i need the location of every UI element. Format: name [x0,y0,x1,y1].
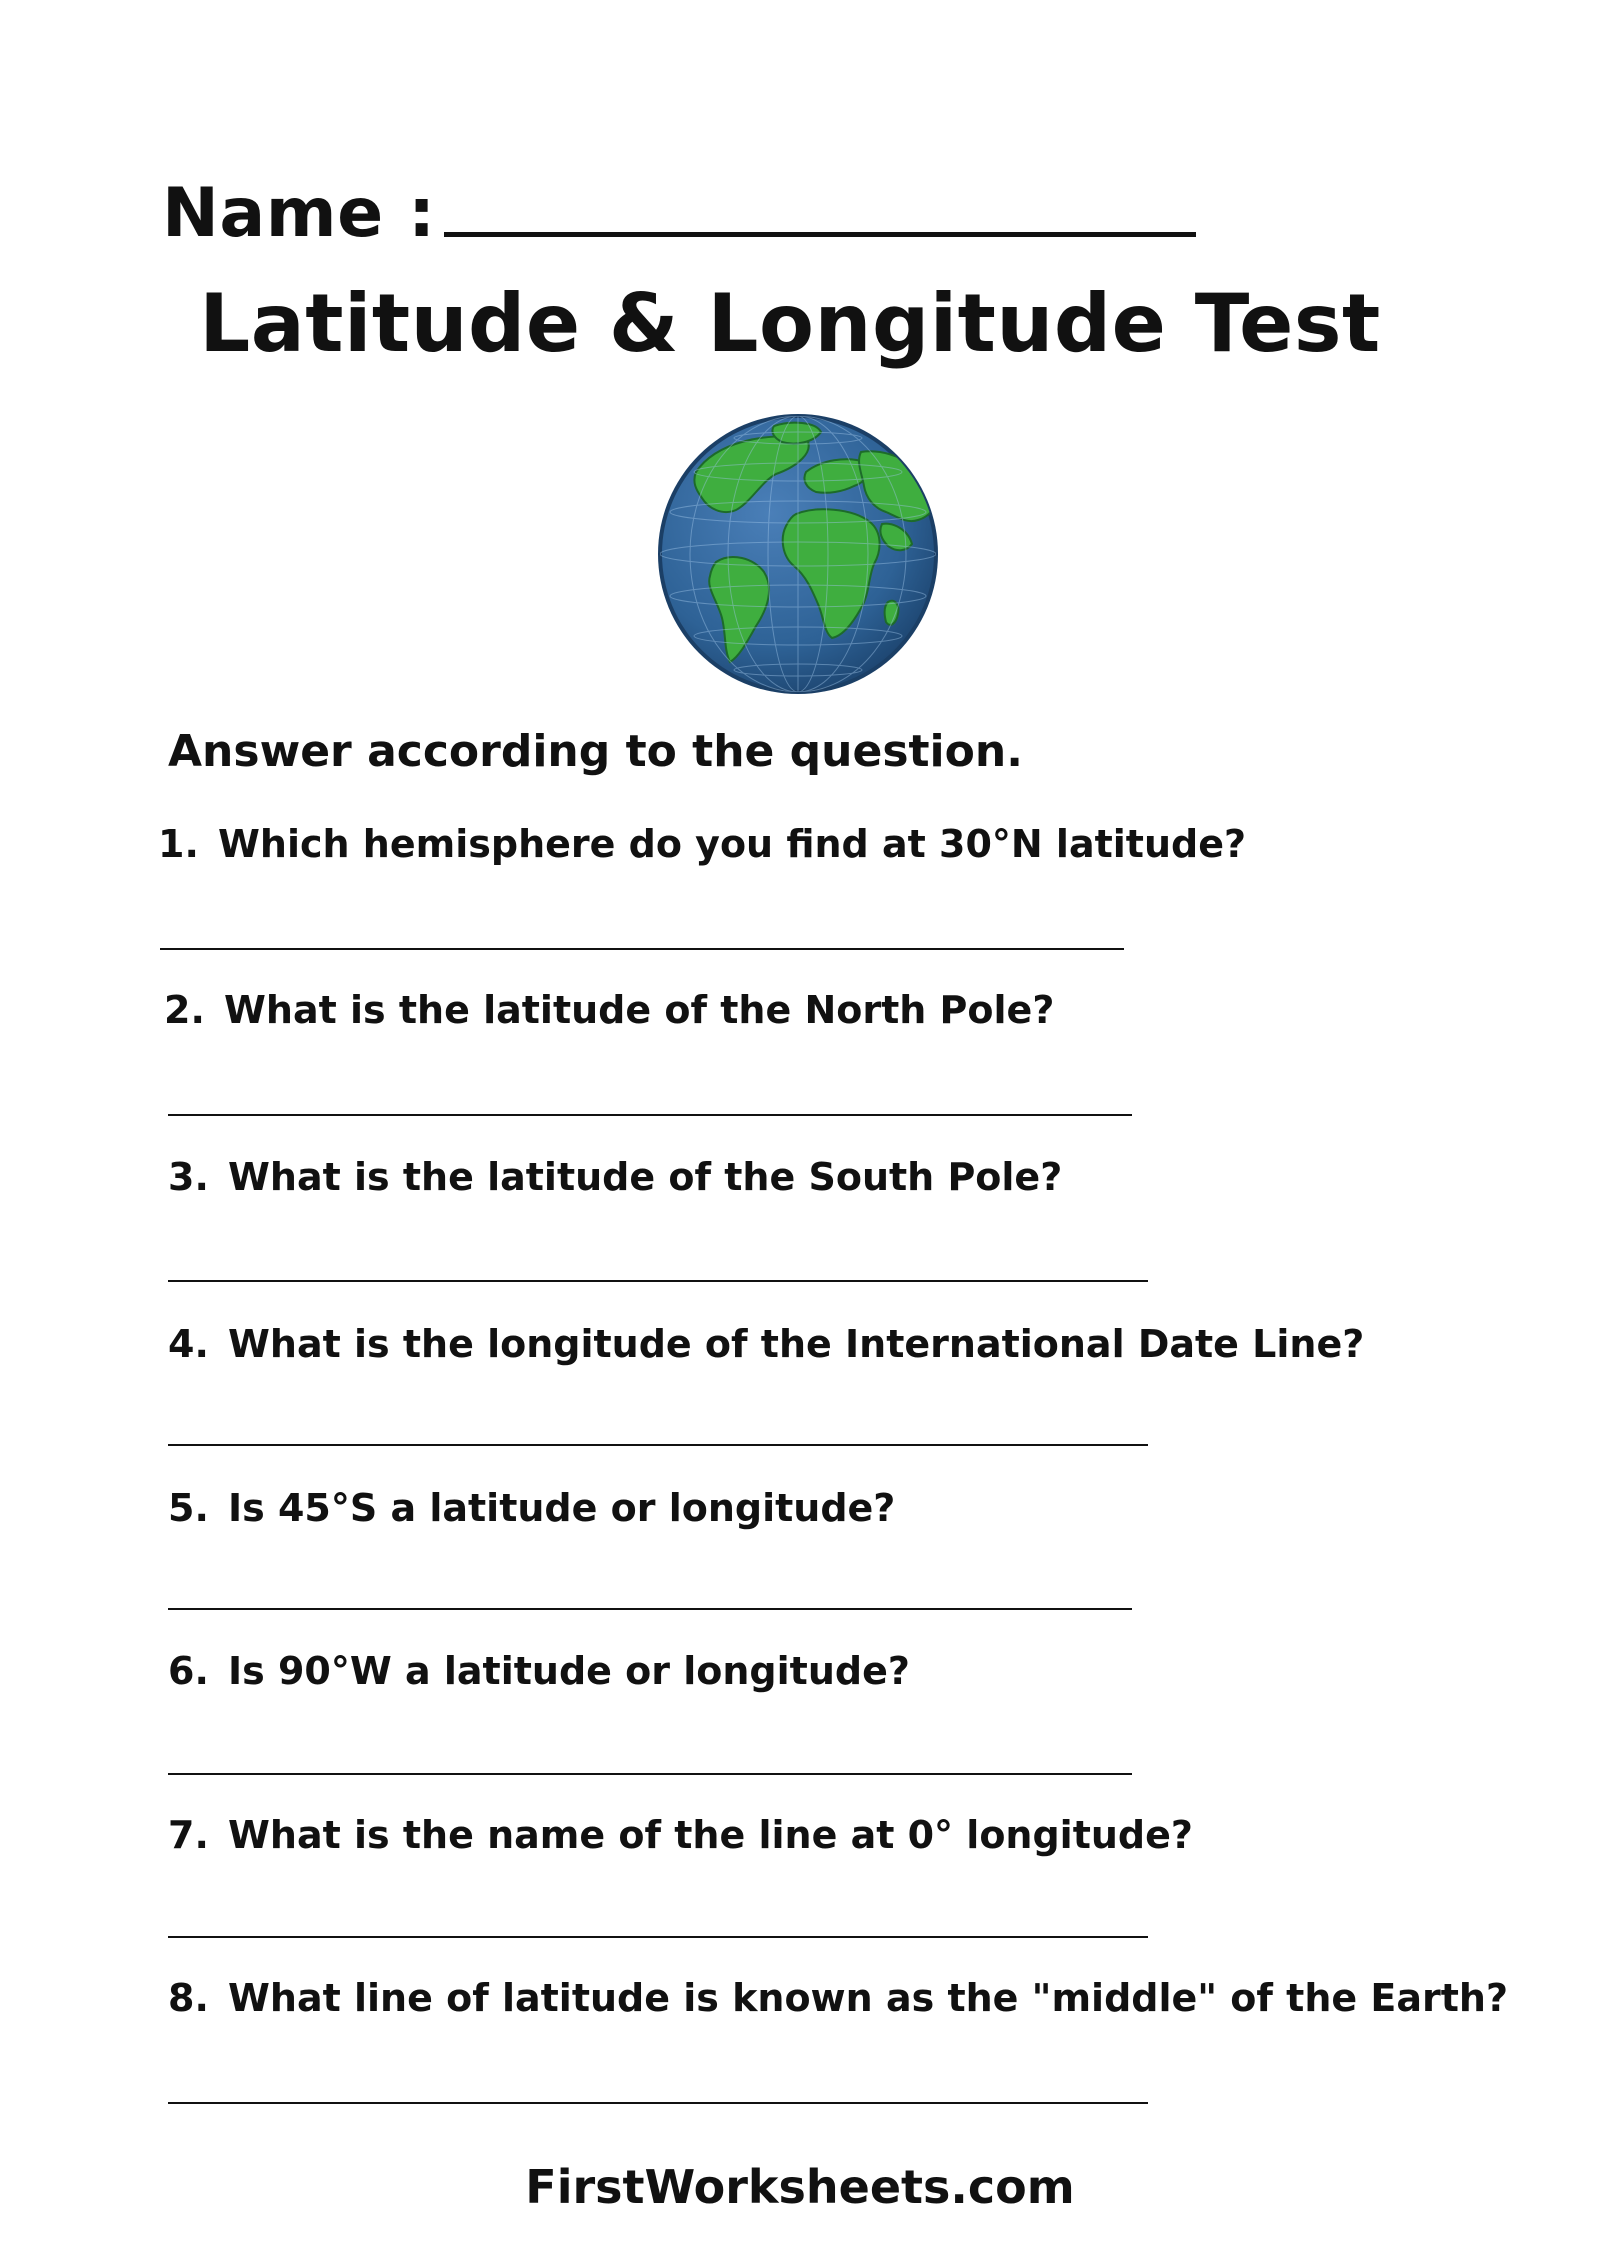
question-text: Is 90°W a latitude or longitude? [228,1649,910,1693]
question-number: 1. [158,822,199,866]
name-label: Name : [162,174,436,253]
question-text: Which hemisphere do you find at 30°N latitude? [218,822,1247,866]
name-row [162,158,436,253]
answer-line-3[interactable] [168,1280,1148,1282]
question-number: 3. [168,1155,209,1199]
question-text: What is the latitude of the South Pole? [228,1155,1063,1199]
question-1 [158,822,1246,868]
answer-line-5[interactable] [168,1608,1132,1610]
question-text: What is the latitude of the North Pole? [224,988,1055,1032]
question-6 [168,1649,910,1695]
globe-icon [656,412,940,696]
question-8 [168,1976,1508,2022]
answer-line-7[interactable] [168,1936,1148,1938]
answer-line-6[interactable] [168,1773,1132,1775]
worksheet-title: Latitude & Longitude Test [199,277,1381,370]
question-number: 7. [168,1813,209,1857]
answer-line-1[interactable] [160,948,1124,950]
answer-line-8[interactable] [168,2102,1148,2104]
question-text: What is the name of the line at 0° longitude? [228,1813,1193,1857]
question-3 [168,1155,1062,1201]
instructions: Answer according to the question. [168,726,1023,777]
name-answer-line[interactable] [444,232,1196,237]
question-2 [164,988,1054,1034]
question-text: Is 45°S a latitude or longitude? [228,1486,896,1530]
question-5 [168,1486,895,1532]
answer-line-2[interactable] [168,1114,1132,1116]
question-number: 6. [168,1649,209,1693]
footer-site-name: FirstWorksheets.com [525,2160,1075,2214]
question-text: What line of latitude is known as the "middle" of the Earth? [228,1976,1508,2020]
question-number: 4. [168,1322,209,1366]
answer-line-4[interactable] [168,1444,1148,1446]
question-number: 2. [164,988,205,1032]
question-text: What is the longitude of the International Date Line? [228,1322,1365,1366]
question-number: 5. [168,1486,209,1530]
question-7 [168,1813,1193,1859]
question-4 [168,1322,1364,1368]
question-number: 8. [168,1976,209,2020]
